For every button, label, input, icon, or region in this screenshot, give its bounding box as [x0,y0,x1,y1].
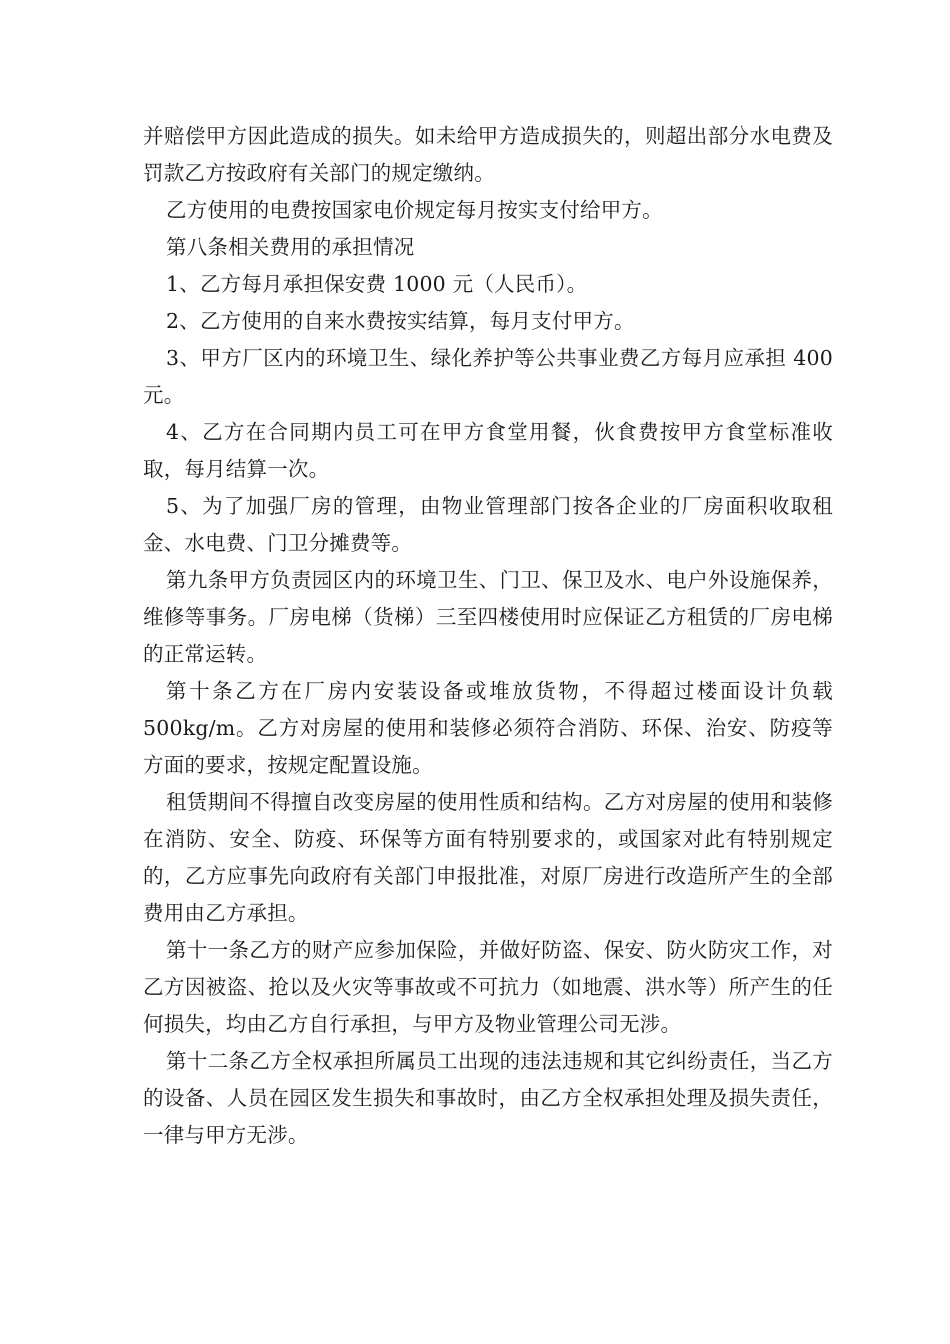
section-heading: 第八条相关费用的承担情况 [166,235,415,259]
list-item: 5、为了加强厂房的管理，由物业管理部门按各企业的厂房面积收取租金、水电费、门卫分摊费等。 [143,494,833,555]
paragraph: 租赁期间不得擅自改变房屋的使用性质和结构。乙方对房屋的使用和装修在消防、安全、防疫、环保等方面有特别要求的，或国家对此有特别规定的，乙方应事先向政府有关部门申报批准，对原厂房进行改造所产生的全部费用由乙方承担。 [143,790,833,925]
list-item: 2、乙方使用的自来水费按实结算，每月支付甲方。 [166,309,635,333]
paragraph: 第十一条乙方的财产应参加保险，并做好防盗、保安、防火防灾工作，对乙方因被盗、抢以及火灾等事故或不可抗力（如地震、洪水等）所产生的任何损失，均由乙方自行承担，与甲方及物业管理公司无涉。 [143,938,833,1036]
paragraph: 第九条甲方负责园区内的环境卫生、门卫、保卫及水、电户外设施保养，维修等事务。厂房电梯（货梯）三至四楼使用时应保证乙方租赁的厂房电梯的正常运转。 [143,568,833,666]
list-item: 1、乙方每月承担保安费 1000 元（人民币）。 [166,272,588,296]
paragraph: 并赔偿甲方因此造成的损失。如未给甲方造成损失的，则超出部分水电费及罚款乙方按政府有关部门的规定缴纳。 [143,124,833,185]
document-body [143,118,833,1154]
paragraph: 乙方使用的电费按国家电价规定每月按实支付给甲方。 [166,198,663,222]
paragraph: 第十条乙方在厂房内安装设备或堆放货物，不得超过楼面设计负载 500kg/m。乙方对房屋的使用和装修必须符合消防、环保、治安、防疫等方面的要求，按规定配置设施。 [143,679,833,777]
list-item: 4、乙方在合同期内员工可在甲方食堂用餐，伙食费按甲方食堂标准收取，每月结算一次。 [143,420,833,481]
list-item: 3、甲方厂区内的环境卫生、绿化养护等公共事业费乙方每月应承担 400 元。 [143,346,833,407]
paragraph: 第十二条乙方全权承担所属员工出现的违法违规和其它纠纷责任，当乙方的设备、人员在园区发生损失和事故时，由乙方全权承担处理及损失责任，一律与甲方无涉。 [143,1049,833,1147]
